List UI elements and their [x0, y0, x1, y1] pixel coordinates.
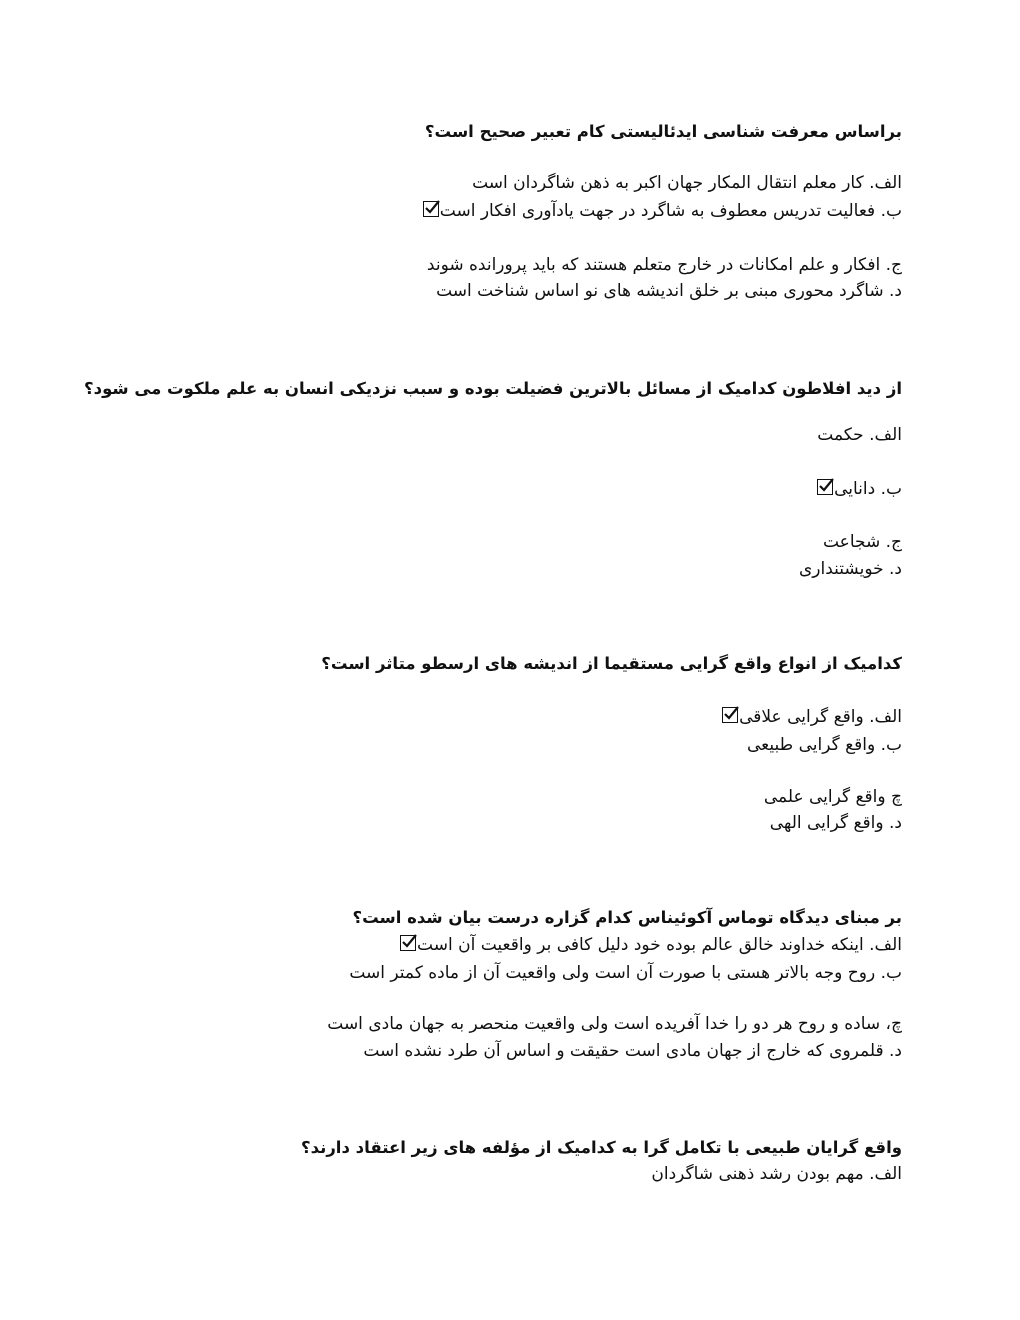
q5-option-a: الف. مهم بودن رشد ذهنی شاگردان	[651, 1164, 902, 1184]
q1-option-c: ج. افکار و علم امکانات در خارج متعلم هستند که باید پرورانده شوند	[426, 255, 902, 275]
checkmark-icon	[423, 201, 439, 217]
question-2: از دید افلاطون کدامیک از مسائل بالاترین فضیلت بوده و سبب نزدیکی انسان به علم ملکوت می شود؟	[84, 379, 902, 398]
q4-option-c: چ، ساده و روح هر دو را خدا آفریده است ولی واقعیت منحصر به جهان مادی است	[327, 1014, 902, 1034]
q1-option-a: الف. کار معلم انتقال المکار جهان اکبر به ذهن شاگردان است	[472, 173, 902, 193]
q1-option-d: د. شاگرد محوری مبنی بر خلق اندیشه های نو اساس شناخت است	[436, 281, 902, 301]
q2-option-d: د. خویشتنداری	[799, 559, 902, 579]
question-5: واقع گرایان طبیعی با تکامل گرا به کدامیک از مؤلفه های زیر اعتقاد دارند؟	[301, 1138, 902, 1157]
checkmark-icon	[817, 479, 833, 495]
q2-option-c: ج. شجاعت	[822, 532, 902, 552]
q4-option-b: ب. روح وجه بالاتر هستی با صورت آن است ولی واقعیت آن از ماده کمتر است	[349, 963, 902, 983]
question-1: براساس معرفت شناسی ایدئالیستی کام تعبیر صحیح است؟	[424, 122, 902, 141]
q3-option-a: الف. واقع گرایی علاقی	[722, 706, 902, 728]
q2-option-a: الف. حکمت	[817, 425, 902, 445]
q3-option-d: د. واقع گرایی الهی	[769, 813, 902, 833]
q3-option-c: چ واقع گرایی علمی	[763, 787, 902, 807]
checkmark-icon	[722, 707, 738, 723]
q4-option-a: الف. اینکه خداوند خالق عالم بوده خود دلیل کافی بر واقعیت آن است	[400, 934, 902, 956]
question-3: کدامیک از انواع واقع گرایی مستقیما از اندیشه های ارسطو متاثر است؟	[321, 654, 902, 673]
question-4: بر مبنای دیدگاه توماس آکوئیناس کدام گزاره درست بیان شده است؟	[352, 908, 902, 927]
checkmark-icon	[400, 935, 416, 951]
q1-option-b: ب. فعالیت تدریس معطوف به شاگرد در جهت یادآوری افکار است	[423, 200, 902, 222]
q2-option-b: ب. دانایی	[817, 478, 902, 500]
q4-option-d: د. قلمروی که خارج از جهان مادی است حقیقت و اساس آن طرد نشده است	[363, 1041, 902, 1061]
q3-option-b: ب. واقع گرایی طبیعی	[747, 735, 902, 755]
